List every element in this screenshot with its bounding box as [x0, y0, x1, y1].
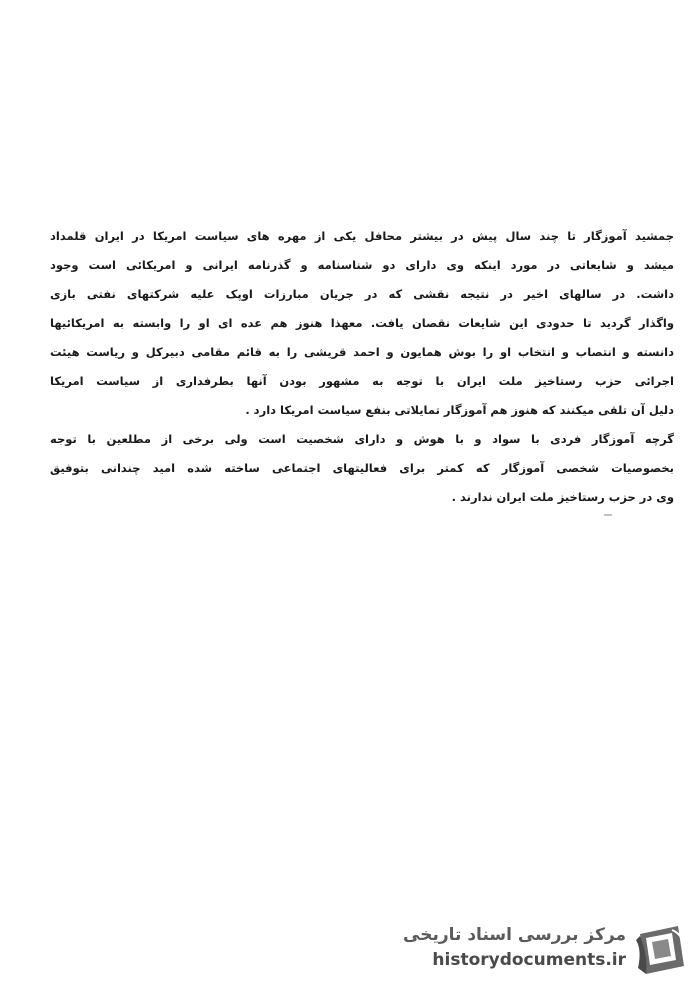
text-line: داشت. در سالهای اخیر در نتیجه نقشی که در جریان مبارزات اوپک علیه شرکتهای نفتی بازی: [50, 287, 674, 301]
footer-text-block: [403, 922, 626, 972]
text-line: دلیل آن تلقی میکنند که هنوز هم آموزگار تمایلاتی بنفع سیاست امریکا دارد .: [245, 403, 674, 417]
text-line: واگذار گردید تا حدودی این شایعات نقصان یافت. معهذا هنوز هم عده ای او را وابسته به امریکائیها: [50, 316, 674, 330]
text-line: میشد و شایعاتی در مورد اینکه وی دارای دو شناسنامه و گذرنامه ایرانی و امریکائی است وجود: [50, 258, 674, 272]
archive-logo-icon: [632, 920, 688, 978]
footer-url: historydocuments.ir: [432, 950, 626, 970]
footer-title: مرکز بررسی اسناد تاریخی: [403, 925, 626, 945]
document-body: [50, 222, 674, 512]
text-line: دانسته و انتصاب و انتخاب او را بوش همایون و احمد قریشی را به قائم مقامی دبیرکل و ریاست هیئت: [50, 345, 674, 359]
text-line: وی در حزب رستاخیز ملت ایران ندارند .: [451, 490, 674, 504]
text-line: گرچه آموزگار فردی با سواد و با هوش و دارای شخصیت است ولی برخی از مطلعین با توجه: [50, 432, 674, 446]
watermark-footer: [402, 916, 692, 984]
scan-speck: [604, 514, 612, 516]
text-line: اجرائی حزب رستاخیز ملت ایران با توجه به مشهور بودن آنها بطرفداری از سیاست امریکا: [50, 374, 674, 388]
text-line: بخصوصیات شخصی آموزگار که کمتر برای فعالیتهای اجتماعی ساخته شده امید چندانی بتوفیق: [50, 461, 674, 475]
text-line: جمشید آموزگار تا چند سال پیش در بیشتر محافل یکی از مهره های سیاست امریکا در ایران قلمداد: [50, 229, 674, 243]
